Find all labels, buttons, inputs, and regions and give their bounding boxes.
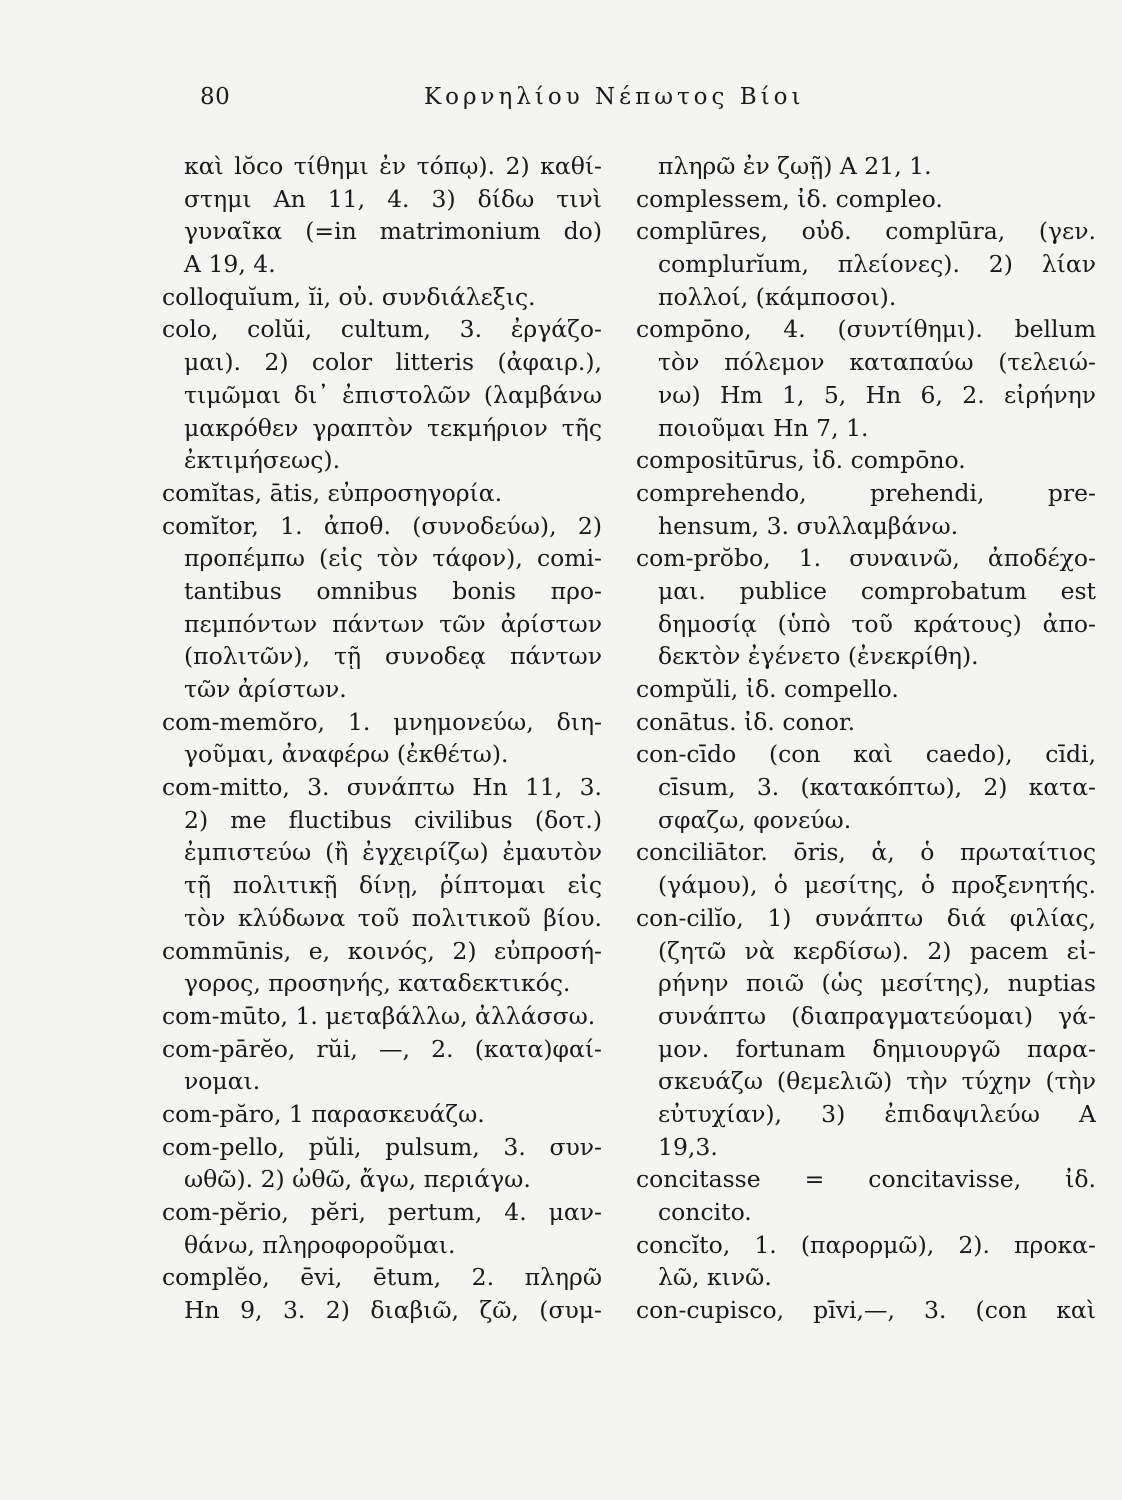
text-line: complūres, οὐδ. complūra, (γεν.	[636, 217, 1096, 246]
text-line: λῶ, κινῶ.	[658, 1263, 772, 1292]
text-line: νομαι.	[184, 1067, 261, 1096]
text-line: πολλοί, (κάμποσοι).	[658, 282, 897, 311]
text-line: con-cīdo (con καὶ caedo), cīdi,	[636, 740, 1096, 769]
text-line: (ζητῶ νὰ κερδίσω). 2) pacem εἰ-	[658, 936, 1096, 965]
text-line: commūnis, e, κοινός, 2) εὐπροσή-	[162, 936, 602, 965]
text-line: δημοσίᾳ (ὑπὸ τοῦ κράτους) ἀπο-	[658, 609, 1096, 638]
text-line: συνάπτω (διαπραγματεύομαι) γά-	[658, 1001, 1096, 1030]
text-line: τιμῶμαι δι᾽ ἐπιστολῶν (λαμβάνω	[184, 380, 602, 409]
right-column	[636, 150, 1096, 1327]
text-line: πληρῶ ἐν ζωῇ) A 21, 1.	[658, 152, 932, 180]
text-line: ρήνην ποιῶ (ὡς μεσίτης), nuptias	[658, 969, 1096, 998]
text-line: τὸν πόλεμον καταπαύω (τελειώ-	[658, 348, 1096, 377]
text-line: τὸν κλύδωνα τοῦ πολιτικοῦ βίου.	[184, 903, 602, 932]
text-line: ποιοῦμαι Hn 7, 1.	[658, 413, 869, 442]
text-line: compŭli, ἰδ. compello.	[636, 675, 899, 703]
text-line: comĭtor, 1. ἀποθ. (συνοδεύω), 2)	[162, 511, 602, 540]
text-line: complurĭum, πλείονες). 2) λίαν	[658, 250, 1096, 279]
text-line: νω) Hm 1, 5, Hn 6, 2. εἰρήνην	[658, 380, 1096, 409]
text-line: στημι An 11, 4. 3) δίδω τινὶ	[184, 184, 602, 213]
text-line: concitasse = concitavisse, ἰδ.	[636, 1165, 1096, 1194]
text-line: ἐμπιστεύω (ἢ ἐγχειρίζω) ἐμαυτὸν	[184, 838, 602, 867]
text-line: conciliātor. ōris, ἁ, ὁ πρωταίτιος	[636, 838, 1096, 867]
text-line: com-mūto, 1. μεταβάλλω, ἀλλάσσω.	[162, 1001, 596, 1030]
text-line: comprehendo, prehendi, pre-	[636, 478, 1096, 507]
text-line: com-prŏbo, 1. συναινῶ, ἀποδέχο-	[636, 544, 1096, 573]
text-line: μαι. publice comprobatum est	[658, 576, 1096, 605]
text-line: μον. fortunam δημιουργῶ παρα-	[658, 1034, 1096, 1063]
text-line: θάνω, πληροφοροῦμαι.	[184, 1230, 456, 1259]
text-line: comĭtas, ātis, εὐπροσηγορία.	[162, 478, 503, 507]
text-line: προπέμπω (εἰς τὸν τάφον), comi-	[184, 544, 602, 573]
page-number: 80	[200, 84, 231, 110]
text-line: tantibus omnibus bonis προ-	[184, 576, 602, 605]
text-line: conātus. ἰδ. conor.	[636, 707, 856, 736]
text-line: ἐκτιμήσεως).	[184, 446, 341, 475]
text-line: μαι). 2) color litteris (ἀφαιρ.),	[184, 348, 602, 377]
text-line: δεκτὸν ἐγένετο (ἐνεκρίθη).	[658, 642, 979, 671]
text-line: γοῦμαι, ἀναφέρω (ἐκθέτω).	[184, 740, 509, 769]
text-line: com-pĕrio, pĕri, pertum, 4. μαν-	[162, 1198, 602, 1226]
text-line: σφαζω, φονεύω.	[658, 805, 852, 834]
text-line: hensum, 3. συλλαμβάνω.	[658, 511, 959, 540]
text-line: (γάμου), ὁ μεσίτης, ὁ προξενητής.	[658, 871, 1096, 900]
text-line: con-cupisco, pīvi,—, 3. (con καὶ	[636, 1296, 1096, 1325]
text-line: τῶν ἀρίστων.	[184, 675, 347, 703]
text-line: Hn 9, 3. 2) διαβιῶ, ζῶ, (συμ-	[184, 1296, 602, 1325]
text-line: εὐτυχίαν), 3) ἐπιδαψιλεύω A	[658, 1099, 1096, 1128]
text-line: com-mitto, 3. συνάπτω Hn 11, 3.	[162, 773, 602, 802]
text-line: complessem, ἰδ. compleo.	[636, 184, 943, 213]
text-line: (πολιτῶν), τῇ συνοδεᾳ πάντων	[184, 642, 602, 671]
text-line: πεμπόντων πάντων τῶν ἀρίστων	[184, 609, 602, 638]
text-line: com-memŏro, 1. μνημονεύω, διη-	[162, 707, 602, 736]
text-line: A 19, 4.	[184, 250, 276, 279]
text-line: colo, colŭi, cultum, 3. ἐργάζο-	[162, 315, 602, 344]
text-line: colloquĭum, ĭi, οὐ. συνδιάλεξις.	[162, 282, 536, 311]
text-line: concito.	[658, 1198, 752, 1226]
text-line: com-pello, pŭli, pulsum, 3. συν-	[162, 1132, 602, 1161]
text-line: con-cilĭo, 1) συνάπτω διά φιλίας,	[636, 903, 1096, 932]
text-line: 2) me fluctibus civilibus (δοτ.)	[184, 805, 602, 834]
text-line: cīsum, 3. (κατακόπτω), 2) κατα-	[658, 773, 1096, 802]
text-line: concĭto, 1. (παρορμῶ), 2). προκα-	[636, 1230, 1096, 1259]
text-line: σκευάζω (θεμελιῶ) τὴν τύχην (τὴν	[658, 1067, 1096, 1096]
text-line: γυναῖκα (=in matrimonium do)	[184, 217, 602, 246]
text-line: com-păro, 1 παρασκευάζω.	[162, 1099, 485, 1128]
left-column	[162, 150, 602, 1327]
running-title: Κορνηλίου Νέπωτος Βίοι	[424, 84, 805, 110]
text-line: τῇ πολιτικῇ δίνῃ, ῥίπτομαι εἰς	[184, 871, 602, 900]
text-line: μακρόθεν γραπτὸν τεκμήριον τῆς	[184, 413, 602, 442]
text-line: com-pārĕo, rŭi, —, 2. (κατα)φαί-	[162, 1034, 602, 1063]
text-line: complĕo, ēvi, ētum, 2. πληρῶ	[162, 1263, 602, 1292]
text-line: 19,3.	[658, 1132, 718, 1161]
text-line: ωθῶ). 2) ὠθῶ, ἄγω, περιάγω.	[184, 1165, 531, 1194]
text-line: καὶ lŏco τίθημι ἐν τόπῳ). 2) καθί-	[184, 152, 602, 180]
text-line: compositūrus, ἰδ. compōno.	[636, 446, 966, 475]
text-line: γορος, προσηνής, καταδεκτικός.	[184, 969, 571, 998]
text-line: compōno, 4. (συντίθημι). bellum	[636, 315, 1096, 344]
